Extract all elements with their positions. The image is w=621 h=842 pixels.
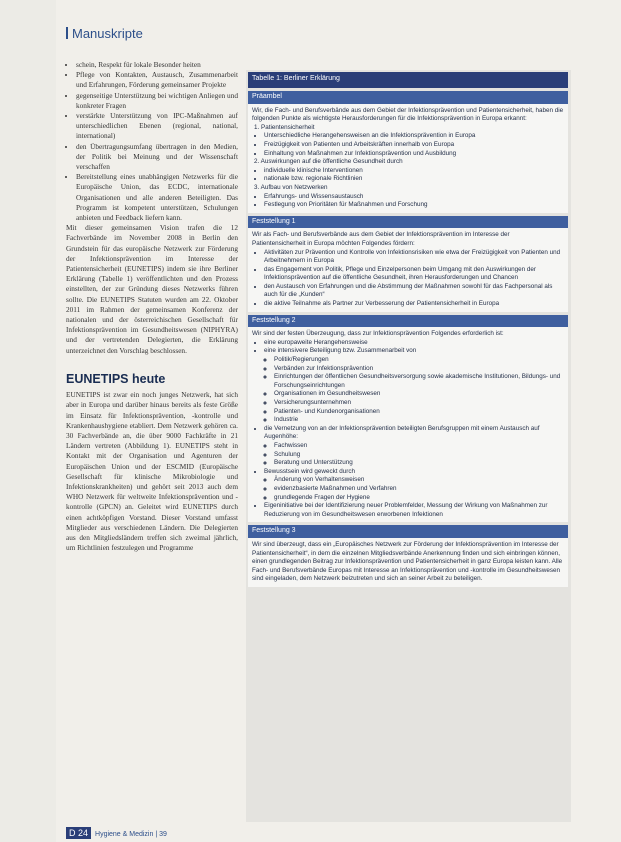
list-item: • schein, Respekt für lokale Besonder heiten xyxy=(76,60,238,70)
list-item: 3. Aufbau von Netzwerken xyxy=(254,183,328,191)
list-item: ◦ Organisationen im Gesundheitswesen xyxy=(274,390,564,399)
list-item: • Freizügigkeit von Patienten und Arbeitskräften innerhalb von Europa xyxy=(264,141,564,150)
list-item: • den Austausch von Erfahrungen und die Abstimmung der Maßnahmen sowohl für das Fachpersonal als auch für die „Kunden“ xyxy=(264,283,564,300)
header-bar xyxy=(66,27,68,39)
section-text: Wir sind überzeugt, dass ein „Europäisches Netzwerk zur Förderung der Infektionsprävention im Interesse der Patientensicherheit“, in dem die einzelnen Mitgliedsverbände Anerkennung finden und sich einbringen können, einen grundlegenden Beitrag zur Infektionsprävention und Patientensicherheit in ganz Europa leisten kann. Alle Fach- und Berufsverbände Europas mit Interesse an Infektionsprävention und -kontrolle im Gesundheitswesen sind eingeladen, dem Netzwerk beizutreten und sich an seiner Arbeit zu beteiligen. xyxy=(252,540,563,583)
list-item: ◦ Politik/Regierungen xyxy=(274,356,564,365)
list-item: • gegenseitige Unterstützung bei wichtigen Anliegen und konkreter Fragen xyxy=(76,91,238,111)
list-item: • das Engagement von Politik, Pflege und Einzelpersonen beim Umgang mit den Auswirkungen der Infektionsprävention auf die öffentliche Gesundheit, ihren Herausforderungen und Chancen xyxy=(264,266,564,283)
section-head: Präambel xyxy=(248,91,568,104)
list-item: • individuelle klinische Interventionen xyxy=(264,167,564,176)
left-column xyxy=(66,60,238,553)
list-item: • Eigeninitiative bei der Identifizierung neuer Problemfelder, Messung der Wirkung von Maßnahmen zur Reduzierung von im Gesundheitswesen erworbenen Infektionen xyxy=(264,502,564,519)
list-item: ◦ Industrie xyxy=(274,416,564,425)
table-title: Tabelle 1: Berliner Erklärung xyxy=(248,72,568,88)
list-item: • Pflege von Kontakten, Austausch, Zusammenarbeit und Erfahrungen, Förderung gemeinsamer Projekte xyxy=(76,70,238,90)
list-item: 2. Auswirkungen auf die öffentliche Gesundheit durch xyxy=(254,158,403,166)
list-item: 1. Patientensicherheit xyxy=(254,123,315,131)
section-body xyxy=(248,538,568,587)
section-text: Wir sind der festen Überzeugung, dass zur Infektionsprävention Folgendes erforderlich ist: xyxy=(252,330,504,338)
section-heading: EUNETIPS heute xyxy=(66,371,166,386)
list-item: • Einhaltung von Maßnahmen zur Infektionsprävention und Ausbildung xyxy=(264,150,564,159)
section-header xyxy=(66,26,143,41)
section-body xyxy=(248,228,568,311)
header-title: Manuskripte xyxy=(72,26,143,41)
section-body xyxy=(248,104,568,213)
section-head: Feststellung 1 xyxy=(248,216,568,229)
section-head: Feststellung 3 xyxy=(248,525,568,538)
list-item: • Bewusstsein wird geweckt durch xyxy=(264,468,564,477)
list-item: ◦ Fachwissen xyxy=(274,442,564,451)
list-item: • verstärkte Unterstützung von IPC-Maßnahmen auf unterschiedlichen Ebenen (regional, national, international) xyxy=(76,111,238,142)
page-number: D 24 xyxy=(66,827,91,839)
body-paragraph: EUNETIPS ist zwar ein noch junges Netzwerk, hat sich aber in Europa und darüber hinaus bereits als feste Größe im Einsatz für Infektionsprävention, -kontrolle und Krankenhaushygiene etabliert. Dem Netzwerk gehören ca. 30 Fachverbände an, die über 9000 Fachkräfte in 21 Ländern vertreten (Abbildung 1). EUNETIPS steht in Kontakt mit der Organisation und Agenturen der Europäischen Union und der ESCMID (Europäische Gesellschaft für klinische Mikrobiologie und Infektionskrankheiten) und gehört seit 2013 auch dem WHO Netzwerk für weltweite Infektionsprävention und -kontrolle (GPCN) an. Geleitet wird EUNETIPS durch einen achtköpfigen Vorstand. Dieser Vorstand umfasst Mitglieder aus verschiedenen Ländern. Die Delegierten aus den Mitgliedsländern treffen sich zweimal jährlich, um Richtlinien festzulegen und Programme xyxy=(66,390,238,553)
list-item: ◦ Beratung und Unterstützung xyxy=(274,459,564,468)
list-item: ◦ Änderung von Verhaltensweisen xyxy=(274,476,564,485)
section-text: Wir als Fach- und Berufsverbände aus dem Gebiet der Infektionsprävention im Interesse der Patientensicherheit in Europa möchten Folgendes fördern: xyxy=(252,231,510,247)
list-item: • den Übertragungsumfang übertragen in den Medien, der Politik bei Meinung und der Wissenschaft verschaffen xyxy=(76,142,238,173)
list-item: ◦ Einrichtungen der öffentlichen Gesundheitsversorgung sowie akademische Institutionen, Bildungs- und Forschungseinrichtungen xyxy=(274,373,564,390)
page-margin xyxy=(0,0,56,842)
list-item: ◦ Versicherungsunternehmen xyxy=(274,399,564,408)
list-item: • nationale bzw. regionale Richtlinien xyxy=(264,175,564,184)
section-list xyxy=(252,339,564,519)
list-item: ◦ evidenzbasierte Maßnahmen und Verfahren xyxy=(274,485,564,494)
page-footer xyxy=(66,828,167,838)
list-item: • Unterschiedliche Herangehensweisen an die Infektionsprävention in Europa xyxy=(264,132,564,141)
list-item: • die aktive Teilnahme als Partner zur Verbesserung der Patientensicherheit in Europa xyxy=(264,300,564,309)
list-item: • Aktivitäten zur Prävention und Kontrolle von Infektionsrisiken wie etwa der Freizügigkeit von Patienten und Arbeitnehmern in Europa xyxy=(264,249,564,266)
section-list xyxy=(252,249,564,309)
section-body xyxy=(248,327,568,522)
list-item: • die Vernetzung von an der Infektionsprävention beteiligten Berufsgruppen mit einem Austausch auf Augenhöhe: xyxy=(264,425,564,442)
list-item: ◦ grundlegende Fragen der Hygiene xyxy=(274,494,564,503)
list-item: • Festlegung von Prioritäten für Maßnahmen und Forschung xyxy=(264,201,564,210)
list-item: ◦ Verbänden zur Infektionsprävention xyxy=(274,365,564,374)
list-item: ◦ Patienten- und Kundenorganisationen xyxy=(274,408,564,417)
list-item: • eine intensivere Beteiligung bzw. Zusammenarbeit von xyxy=(264,347,564,356)
journal-name: Hygiene & Medizin | 39 xyxy=(95,831,167,838)
section-text: Wir, die Fach- und Berufsverbände aus dem Gebiet der Infektionsprävention und Patientensicherheit, haben die folgenden Punkte als wichtigste Herausforderungen für die Infektionsprävention in Europa erkannt: xyxy=(252,106,564,123)
intro-bullet-list xyxy=(66,60,238,223)
body-paragraph: Mit dieser gemeinsamen Vision trafen die 12 Fachverbände im November 2008 in Berlin den Grundstein für das europäische Netzwerk zur Förderung der Infektionsprävention im Interesse der Patientensicherheit (EUNETIPS) indem sie ihre Berliner Erklärung (Tabelle 1) veröffentlichten und den Prozess einstellten, der zur Gründung dieses Netzwerks führen sollte. Die EUNETIPS Statuten wurden am 22. Oktober 2011 im Rahmen der gemeinsamen Konferenz der nationalen und der österreichischen Gesellschaft für Infektionsprävention im Gesundheitswesen (NIPHYRA) und der vertretenden Delegierten, die Erklärung unterzeichnet den Vorschlag beschlossen. xyxy=(66,223,238,355)
section-head: Feststellung 2 xyxy=(248,315,568,328)
list-item: • Bereitstellung eines unabhängigen Netzwerks für die Europäische Union, das ECDC, internationale Organisationen und alle anderen Beteiligten. Das Programm ist kompetent unterstützen, Schulungen anbieten und Feedback liefern kann. xyxy=(76,172,238,223)
list-item: ◦ Schulung xyxy=(274,451,564,460)
table-box xyxy=(248,72,568,587)
list-item: • Erfahrungs- und Wissensaustausch xyxy=(264,193,564,202)
section-list xyxy=(252,124,564,210)
list-item: • eine europaweite Herangehensweise xyxy=(264,339,564,348)
